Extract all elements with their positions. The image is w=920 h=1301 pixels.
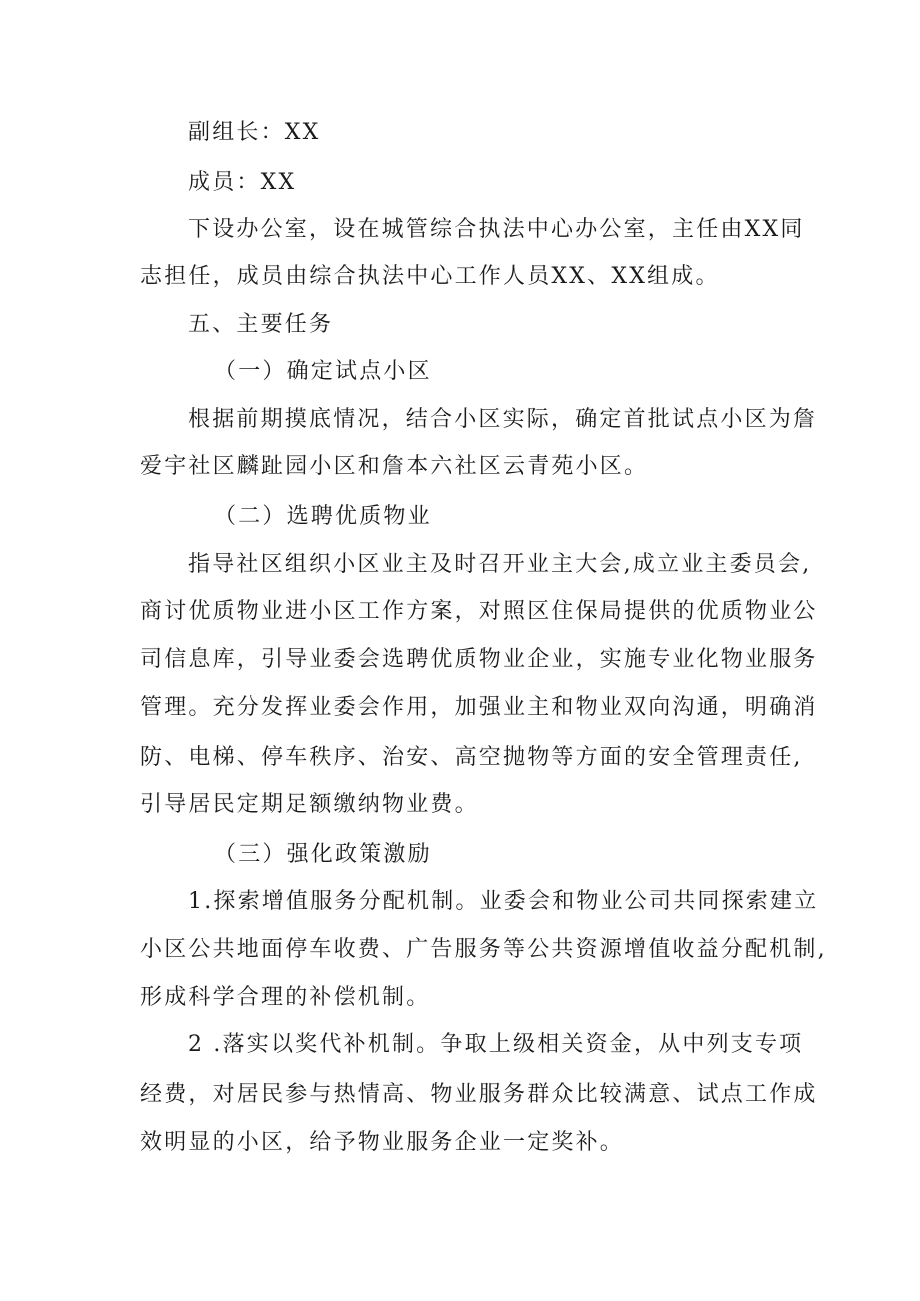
paragraph-line: 2 .落实以奖代补机制。争取上级相关资金，从中列支专项 xyxy=(188,1032,804,1057)
subsection-heading: （三）强化政策激励 xyxy=(214,842,432,867)
paragraph-line: 经费，对居民参与热情高、物业服务群众比较满意、试点工作成 xyxy=(140,1082,818,1107)
paragraph-line: 爱宇社区麟趾园小区和詹本六社区云青苑小区。 xyxy=(140,454,649,479)
paragraph-line: 引导居民定期足额缴纳物业费。 xyxy=(140,792,479,817)
subsection-heading: （二）选聘优质物业 xyxy=(214,504,432,529)
paragraph-line: 效明显的小区，给予物业服务企业一定奖补。 xyxy=(140,1130,625,1155)
paragraph-line: 防、电梯、停车秩序、治安、高空抛物等方面的安全管理责任, xyxy=(140,745,803,770)
paragraph-line: 根据前期摸底情况，结合小区实际，确定首批试点小区为詹 xyxy=(188,407,818,432)
paragraph-line: 管理。充分发挥业委会作用，加强业主和物业双向沟通，明确消 xyxy=(140,695,818,720)
members-line: 成员：XX xyxy=(188,170,297,195)
office-paragraph-line: 下设办公室，设在城管综合执法中心办公室，主任由XX同 xyxy=(188,217,805,242)
subsection-heading: （一）确定试点小区 xyxy=(214,359,432,384)
paragraph-line: 形成科学合理的补偿机制。 xyxy=(140,985,431,1010)
paragraph-line: 小区公共地面停车收费、广告服务等公共资源增值收益分配机制, xyxy=(140,937,827,962)
paragraph-line: 1.探索增值服务分配机制。业委会和物业公司共同探索建立 xyxy=(188,889,819,914)
paragraph-line: 指导社区组织小区业主及时召开业主大会,成立业主委员会, xyxy=(188,552,812,577)
office-paragraph-line: 志担任，成员由综合执法中心工作人员XX、XX组成。 xyxy=(140,264,720,289)
paragraph-line: 商讨优质物业进小区工作方案，对照区住保局提供的优质物业公 xyxy=(140,599,818,624)
section-heading: 五、主要任务 xyxy=(188,312,334,337)
paragraph-line: 司信息库，引导业委会选聘优质物业企业，实施专业化物业服务 xyxy=(140,647,818,672)
deputy-leader-line: 副组长：XX xyxy=(188,120,321,145)
